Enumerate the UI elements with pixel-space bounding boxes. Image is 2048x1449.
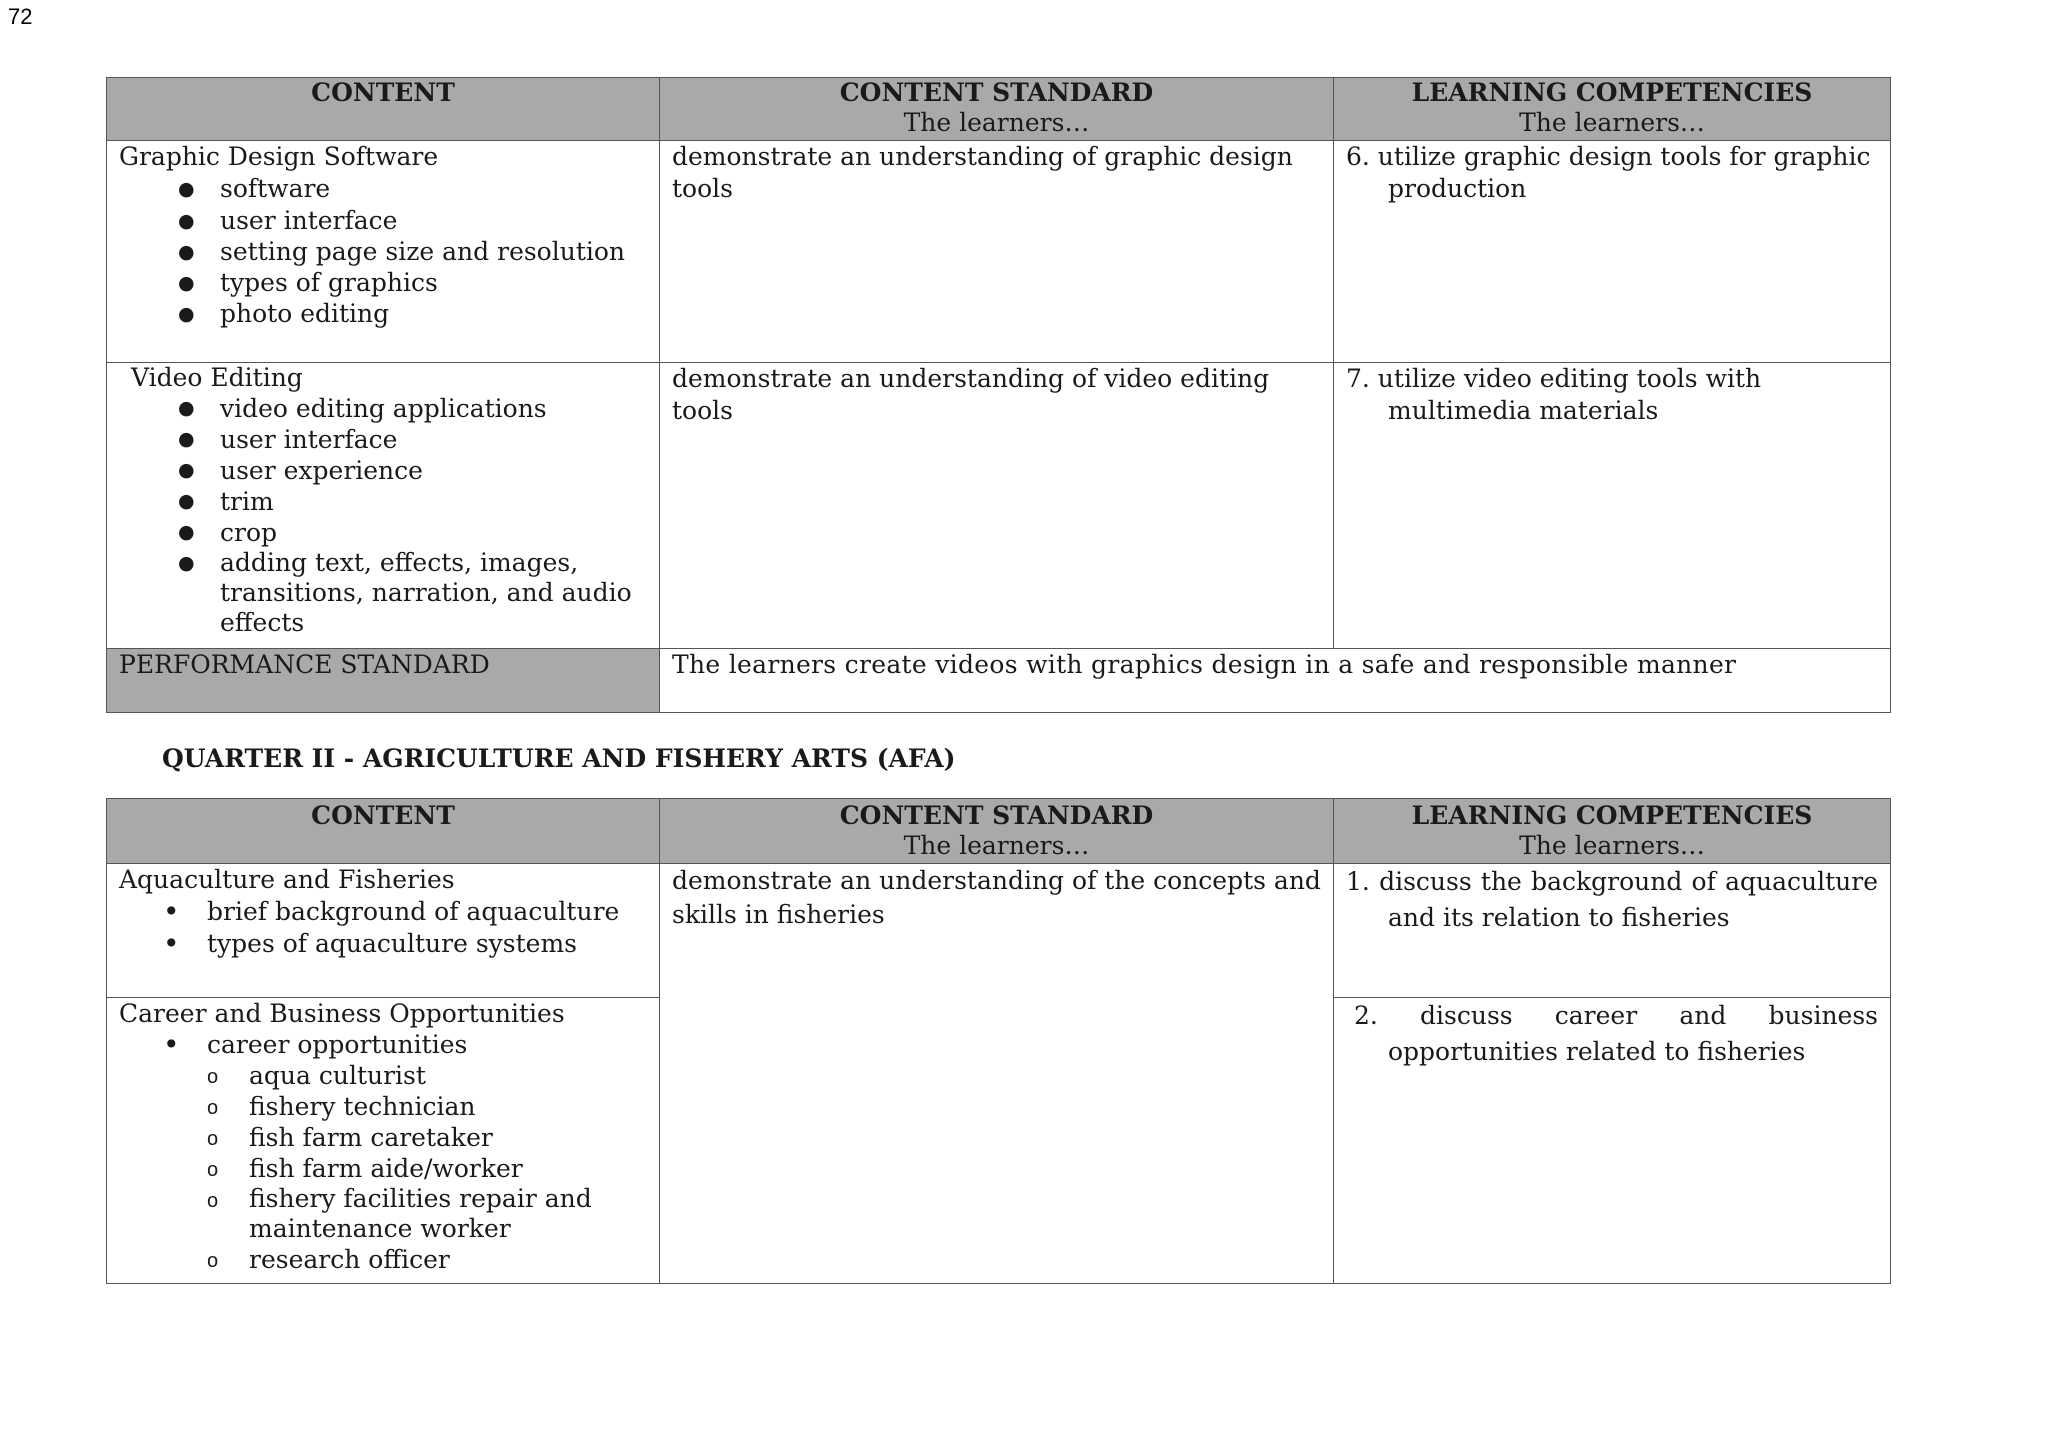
topic-title: Video Editing — [131, 363, 303, 392]
table-header-row — [107, 78, 1891, 141]
header-learners-subtitle: The learners… — [903, 108, 1090, 137]
content-standard-text: demonstrate an understanding of video editing tools — [672, 364, 1270, 425]
sub-bullet-list — [207, 1060, 647, 1275]
page-number: 72 — [8, 4, 33, 29]
content-cell — [107, 363, 660, 649]
competency-cell — [1334, 864, 1891, 998]
list-item: • types of aquaculture systems — [207, 928, 647, 960]
header-content-standard — [660, 78, 1334, 141]
header-learning-competencies-title: LEARNING COMPETENCIES — [1411, 801, 1813, 830]
sub-list-item: o aqua culturist — [249, 1060, 647, 1091]
content-cell — [107, 864, 660, 998]
sub-list-item: o fish farm aide/worker — [249, 1153, 647, 1184]
content-standard-cell — [660, 141, 1334, 363]
topic-bullet-list — [119, 173, 647, 329]
list-item: ● setting page size and resolution — [220, 237, 647, 267]
sub-list-item: o research officer — [249, 1244, 647, 1275]
header-content-title: CONTENT — [311, 78, 455, 107]
list-item: ● photo editing — [220, 299, 647, 329]
content-standard-cell — [660, 363, 1334, 649]
competency-cell — [1334, 141, 1891, 363]
list-item: ● types of graphics — [220, 267, 647, 299]
header-content — [107, 78, 660, 141]
sub-list-item: o fishery technician — [249, 1091, 647, 1122]
list-item: ● user interface — [220, 424, 647, 455]
header-content — [107, 799, 660, 864]
topic-bullet-list — [119, 1029, 647, 1275]
header-learning-competencies-title: LEARNING COMPETENCIES — [1411, 78, 1813, 107]
quarter-title: QUARTER II - AGRICULTURE AND FISHERY ARTS (AFA) — [162, 744, 956, 773]
sub-list-item: o fish farm caretaker — [249, 1122, 647, 1153]
list-item: • brief background of aquaculture — [207, 896, 647, 928]
list-item: ● adding text, effects, images, transitions, narration, and audio effects — [220, 548, 647, 638]
table-row — [107, 141, 1891, 363]
list-item: ● trim — [220, 486, 647, 517]
competency-cell — [1334, 363, 1891, 649]
list-item: ● crop — [220, 517, 647, 548]
content-standard-text: demonstrate an understanding of the concepts and skills in fisheries — [672, 866, 1321, 929]
competency-text: 2. discuss career and business opportunities related to fisheries — [1354, 1001, 1878, 1066]
table-header-row — [107, 799, 1891, 864]
list-item: ● video editing applications — [220, 393, 647, 424]
header-learners-subtitle: The learners… — [903, 831, 1090, 860]
competency-text: 7. utilize video editing tools with multimedia materials — [1346, 364, 1762, 425]
curriculum-table-afa — [106, 798, 1891, 1284]
header-learning-competencies — [1334, 78, 1891, 141]
competency-text: 6. utilize graphic design tools for graphic production — [1346, 142, 1871, 203]
performance-standard-row — [107, 649, 1891, 713]
list-item-label: career opportunities — [207, 1030, 468, 1059]
topic-title: Aquaculture and Fisheries — [119, 865, 455, 894]
header-learners-subtitle: The learners… — [1519, 108, 1705, 137]
competency-text: 1. discuss the background of aquaculture and its relation to fisheries — [1346, 867, 1878, 932]
content-cell — [107, 998, 660, 1284]
table-row — [107, 864, 1891, 998]
list-item: ● software — [220, 173, 647, 205]
topic-title: Graphic Design Software — [119, 142, 439, 171]
list-item: ● user interface — [220, 205, 647, 237]
topic-bullet-list — [119, 896, 647, 960]
header-learning-competencies — [1334, 799, 1891, 864]
content-cell — [107, 141, 660, 363]
content-standard-cell — [660, 864, 1334, 1284]
competency-cell — [1334, 998, 1891, 1284]
curriculum-table-ict — [106, 77, 1891, 713]
header-content-standard-title: CONTENT STANDARD — [839, 78, 1154, 107]
list-item: ● user experience — [220, 455, 647, 486]
header-content-standard — [660, 799, 1334, 864]
header-learners-subtitle: The learners… — [1519, 831, 1705, 860]
list-item — [207, 1029, 647, 1275]
topic-title: Career and Business Opportunities — [119, 999, 565, 1028]
performance-standard-label: PERFORMANCE STANDARD — [107, 649, 660, 713]
performance-standard-text: The learners create videos with graphics design in a safe and responsible manner — [660, 649, 1891, 713]
topic-bullet-list — [119, 393, 647, 638]
sub-list-item: o fishery facilities repair and maintenance worker — [249, 1184, 647, 1244]
table-row — [107, 363, 1891, 649]
header-content-standard-title: CONTENT STANDARD — [839, 801, 1154, 830]
content-standard-text: demonstrate an understanding of graphic design tools — [672, 142, 1293, 203]
header-content-title: CONTENT — [311, 801, 455, 830]
